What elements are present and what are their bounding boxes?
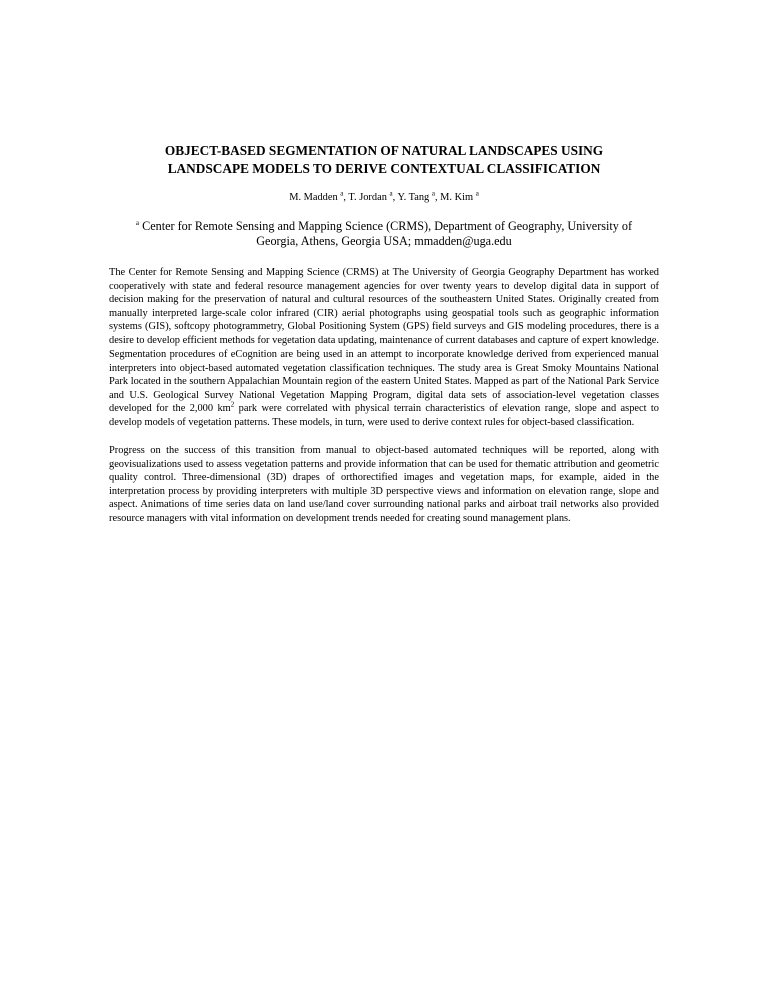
abstract-paragraph-3: Progress on the success of this transition from manual to object-based automated techniques will be reported, along with geovisualizations used to assess vegetation patterns and provide information that can be used for thematic attribution and geometric quality control. Three-dimensional (3D) drapes of orthorectified images and vegetation maps, for example, aided in the interpretation process by providing interpreters with multiple 3D perspective views and information on elevation range, slope and aspect. Animations of time series data on land use/land cover surrounding national parks and airboat trail networks also provided resource managers with vital information on development trends needed for creating sound management plans. <box>109 445 659 524</box>
author-separator: , <box>343 192 349 203</box>
title-line-2: LANDSCAPE MODELS TO DERIVE CONTEXTUAL CLASSIFICATION <box>167 161 601 176</box>
paper-title <box>90 142 678 178</box>
abstract-paragraph-1: The Center for Remote Sensing and Mapping Science (CRMS) at The University of Georgia Geography Department has worked cooperatively with state and federal resource management agencies for over twenty years to develop digital data in support of decision making for the preservation of natural and cultural resources of the southeastern United States. Originally created from manually interpreted large-scale color infrared (CIR) aerial photographs using geospatial tools such as geographic information systems (GIS), softcopy photogrammetry, Global Positioning System (GPS) field surveys and GIS modeling procedures, there is a desire to develop efficient methods for vegetation data updating, maintenance of current databases and capture of expert knowledge. <box>109 267 660 346</box>
author-name: M. Madden <box>289 192 338 203</box>
author-affiliation <box>110 219 658 249</box>
author-affiliation-mark: a <box>389 189 393 198</box>
author-separator: , <box>392 192 398 203</box>
abstract-paragraph-2 <box>109 348 659 430</box>
author-affiliation-mark: a <box>340 189 344 198</box>
affiliation-mark: a <box>135 218 140 227</box>
paragraph-2-text-start: Segmentation procedures of eCognition are being used in an attempt to incorporate knowledge derived from experienced manual interpreters into object-based automated vegetation classification techniques. The study area is Great Smoky Mountains National Park located in the southern Appalachian Mountain region of the eastern United States. Mapped as part of the National Park Service and U.S. Geological Survey National Vegetation Mapping Program, digital data sets of association-level vegetation classes developed for the 2,000 km <box>109 349 659 415</box>
author-affiliation-mark: a <box>475 189 479 198</box>
author-list <box>90 191 678 205</box>
area-unit-superscript: 2 <box>230 400 235 409</box>
paragraph-2-text-end: park were correlated with physical terrain characteristics of elevation range, slope and aspect to develop models of vegetation patterns. These models, in turn, were used to derive context rules for object-based classification. <box>109 403 659 428</box>
author-affiliation-mark: a <box>431 189 435 198</box>
author-name: T. Jordan <box>348 192 387 203</box>
author-name: M. Kim <box>440 192 474 203</box>
author-name: Y. Tang <box>397 192 430 203</box>
affiliation-line-1: Center for Remote Sensing and Mapping Science (CRMS), Department of Geography, University of <box>142 219 633 233</box>
affiliation-line-2: Georgia, Athens, Georgia USA; mmadden@uga.edu <box>256 234 512 248</box>
title-line-1: OBJECT-BASED SEGMENTATION OF NATURAL LANDSCAPES USING <box>164 143 604 158</box>
author-separator: , <box>434 192 441 203</box>
